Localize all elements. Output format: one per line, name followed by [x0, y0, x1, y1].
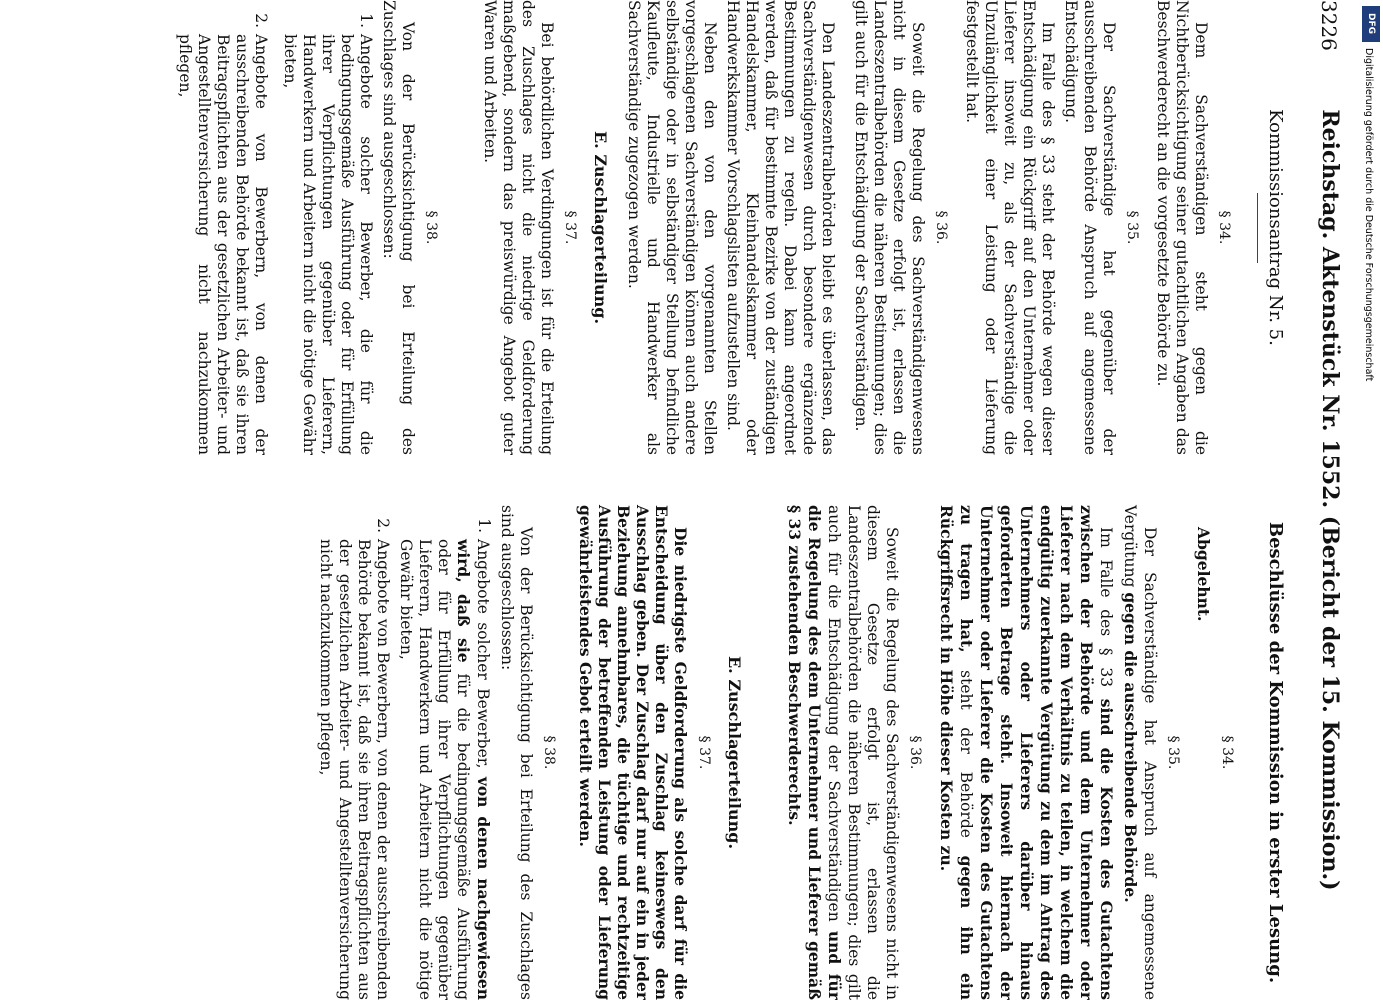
- right-column-title: Beschlüsse der Kommission in erster Lesung.: [1265, 521, 1286, 984]
- text-run: Im Falle des § 33: [1097, 527, 1115, 699]
- list-number: 2.: [252, 13, 270, 28]
- dfg-logo-icon: DFG: [1362, 6, 1380, 42]
- paragraph-text: Der Sachverständige hat gegenüber der ausschreibenden Behörde Anspruch auf angemessene Entschädigung.: [1062, 0, 1118, 455]
- list-item: [175, 0, 270, 455]
- paragraph-number: § 36.: [907, 735, 923, 770]
- paragraph-text: Abgelehnt.: [1194, 527, 1213, 622]
- list-item: [396, 505, 493, 1000]
- paragraph-text: Soweit die Regelung des Sachverständigenwesens nicht in diesem Gesetze erfolgt ist, erlassen die Landeszentralbehörden die näheren Bestimmungen; dies gilt auch für die Entschädigung der Sachverständigen.: [852, 0, 927, 455]
- paragraph-number: § 36.: [933, 210, 949, 245]
- left-column: [171, 0, 1285, 455]
- paragraph-text: [1120, 505, 1159, 1000]
- paragraph-number: § 37.: [696, 735, 712, 770]
- title-rule: [1257, 193, 1258, 263]
- page-number: 3226: [1317, 0, 1341, 51]
- right-column: [312, 505, 1285, 1000]
- paragraph-number: § 37.: [562, 210, 578, 245]
- digitization-credit: Digitalisierung gefördert durch die Deutsche Forschungsgemeinschaft: [1363, 48, 1374, 382]
- section-heading: E. Zuschlagerteilung.: [591, 130, 610, 325]
- paragraph-text: Den Landeszentralbehörden bleibt es überlassen, das Sachverständigenwesen durch besondere ergänzende Bestimmungen zu regeln. Dabei kann angeordnet werden, daß für bestimmte Bezirke von der zuständigen Handelskammer, Kleinhandelskammer oder Handwerkskammer Vorschlagslisten aufzustellen sind.: [724, 0, 837, 455]
- list-number: 1.: [357, 13, 375, 28]
- text-run: für die bedingungsgemäße Ausführung oder für Erfüllung ihrer Verpflichtungen gegenüber Lieferern, Handwerkern und Arbeitern nicht die nötige Gewähr bieten,: [397, 539, 472, 1000]
- left-column-title: Kommissionsantrag Nr. 5.: [1265, 109, 1286, 346]
- rotated-document-page: [55, 0, 1355, 1000]
- text-run: Der Sachverständige hat Anspruch auf angemessene Vergütung: [1121, 505, 1159, 1000]
- list-text: Angebote von Bewerbern, von denen der ausschreibenden Behörde bekannt ist, daß sie ihren Beitragspflichten aus der gesetzlichen Arbeiter- und Angestelltenversicherung nicht nachzukommen pflegen,: [317, 539, 392, 1000]
- page-header: [1307, 0, 1347, 1000]
- paragraph-number: § 34.: [1219, 735, 1235, 770]
- paragraph-text: Von der Berücksichtigung bei Erteilung des Zuschlages sind ausgeschlossen:: [380, 0, 417, 455]
- text-run: Angebote solcher Bewerber,: [474, 539, 492, 777]
- dfg-credit-strip: [1361, 4, 1381, 994]
- paragraph-text: Bei behördlichen Verdingungen ist für die Erteilung des Zuschlages nicht die niedrige Geldforderung maßgebend, sondern das preiswürdige Angebot guter Waren und Arbeiten.: [481, 0, 556, 455]
- paragraph-number: § 35.: [1165, 735, 1181, 770]
- list-text: Angebote solcher Bewerber, die für die bedingungsgemäße Ausführung oder für Erfüllung ihrer Verpflichtungen gegenüber Lieferern, Handwerkern und Arbeitern nicht die nötige Gewähr bieten,: [281, 34, 375, 455]
- list-item: [316, 505, 392, 1000]
- text-run: Soweit die Regelung des Sachverständigenwesens nicht in diesem Gesetze erfolgt ist, erlassen die Landeszentralbehörden die näheren Bestimmungen; dies gilt auch für die Entschädigung der Sachverständigen: [825, 505, 901, 1000]
- paragraph-text: Neben den von den vorgenannten Stellen vorgeschlagenen Sachverständigen können auch andere selbständige oder in selbständiger Stellung befindliche Kaufleute, Industrielle und Handwerker als Sachverständige zugezogen werden.: [625, 0, 719, 455]
- list-number: 2.: [374, 518, 392, 533]
- header-title: Reichstag. Aktenstück Nr. 1552. (Bericht der 15. Kommission.): [1317, 109, 1343, 891]
- paragraph-number: § 38.: [541, 735, 557, 770]
- paragraph-text: Dem Sachverständigen steht gegen die Nichtberücksichtigung seiner gutachtlichen Angaben das Beschwerderecht an die vorgesetzte Behörde zu.: [1154, 0, 1210, 455]
- paragraph-text: Im Falle des § 33 steht der Behörde wegen dieser Entschädigung ein Rückgriff auf den Unternehmer oder Lieferer insoweit zu, als der Sachverständige die Unzulänglichkeit einer Leistung oder Lieferung festgestellt hat.: [963, 0, 1057, 455]
- paragraph-text: Von der Berücksichtigung bei Erteilung des Zuschlages sind ausgeschlossen:: [498, 505, 535, 1000]
- list-text: [396, 539, 493, 1000]
- list-item: [280, 0, 375, 455]
- text-run: steht der Behörde: [957, 652, 975, 856]
- bold-text-run: gegen ihn ein Rückgriffsrecht in Höhe dieser Kosten zu.: [937, 505, 976, 1000]
- section-heading: E. Zuschlagerteilung.: [725, 655, 744, 850]
- bold-text-run: sind die Kosten des Gutachtens zwischen der Behörde und dem Unternehmer oder Lieferer nach dem Verhältnis zu teilen, in welchem die endgültig zuerkannte Vergütung zu dem im Antrag des Unternehmers oder Lieferers darüber hinaus geforderten Betrage steht. Insoweit hiernach der Unternehmer oder Lieferer die Kosten des Gutachtens zu tragen hat,: [957, 505, 1116, 1000]
- paragraph-number: § 34.: [1216, 210, 1232, 245]
- paragraph-number: § 38.: [423, 210, 439, 245]
- paragraph-text: [936, 505, 1116, 1000]
- paragraph-text: [784, 505, 901, 1000]
- list-text: Angebote von Bewerbern, von denen der ausschreibenden Behörde bekannt ist, daß sie ihren Beitragspflichten aus der gesetzlichen Arbeiter- und Angestelltenversicherung nicht nachzukommen pflegen,: [176, 34, 270, 455]
- bold-text-run: von denen nachgewiesen wird, daß sie: [454, 539, 493, 1000]
- bold-text-run: gegen die ausschreibende Behörde.: [1121, 592, 1140, 903]
- paragraph-text: Die niedrigste Geldforderung als solche darf für die Entscheidung über den Zuschlag keineswegs den Ausschlag geben. Der Zuschlag darf nur auf ein in jeder Beziehung annehmbares, die tüchtige und rechtzeitige Ausführung der betreffenden Leistung oder Lieferung gewährleistendes Gebot erteilt werden.: [576, 505, 690, 1000]
- paragraph-number: § 35.: [1124, 210, 1140, 245]
- bold-text-run: und für die Regelung des dem Unternehmer und Lieferer gemäß § 33 zustehenden Beschwerderechts.: [785, 505, 844, 1000]
- list-number: 1.: [475, 518, 493, 533]
